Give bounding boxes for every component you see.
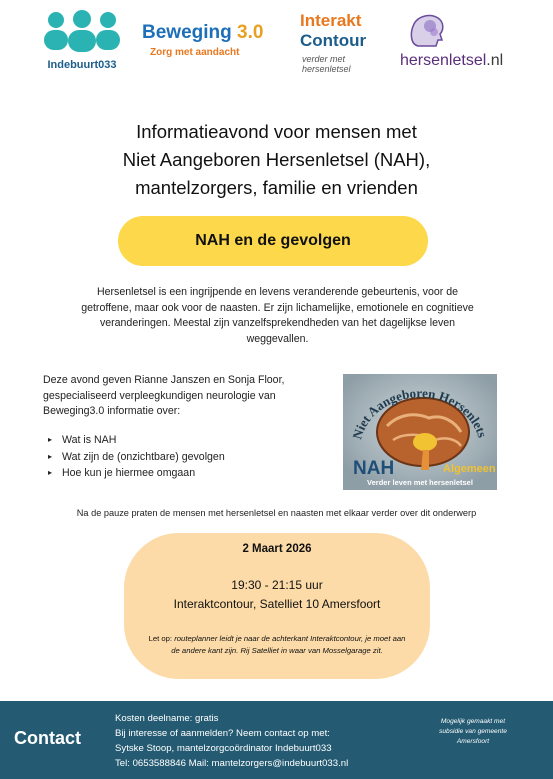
contact-details	[115, 711, 348, 771]
beweging-logo-title: Beweging 3.0	[142, 22, 264, 43]
phone-mail-line[interactable]: Tel: 0653588846 Mail: mantelzorgers@indebuurt033.nl	[115, 758, 349, 769]
hersenletsel-logo-text: hersenletsel.nl	[400, 52, 504, 69]
interakt-logo-line1: Interakt	[300, 11, 362, 30]
people-icon	[42, 10, 122, 74]
subsidy-note: Mogelijk gemaakt met subsidie van gemeente Amersfoort	[439, 718, 507, 745]
event-info-box	[124, 533, 430, 679]
title-line-1: Informatieavond voor mensen met	[136, 121, 417, 142]
list-item: ▸ Hoe kun je hiermee omgaan	[48, 465, 225, 482]
event-time: 19:30 - 21:15 uur	[231, 578, 323, 592]
indebuurt-logo-text: Indebuurt033	[47, 59, 117, 71]
brain-illustration	[343, 374, 497, 490]
event-date: 2 Maart 2026	[242, 543, 312, 555]
speakers-paragraph: Deze avond geven Rianne Janszen en Sonja Floor, gespecialiseerd verpleegkundigen neurologie van Beweging3.0 informatie over:	[43, 374, 285, 417]
bullet-icon: ▸	[48, 451, 53, 461]
list-item: ▸ Wat is NAH	[48, 432, 225, 449]
cost-line: Kosten deelname: gratis	[115, 713, 219, 724]
contact-footer	[0, 701, 553, 779]
hersenletsel-logo	[398, 10, 513, 72]
interakt-logo-tagline: verder met hersenletsel	[302, 54, 351, 74]
contact-person-line: Sytske Stoop, mantelzorgcoördinator Indebuurt033	[115, 743, 332, 754]
beweging-logo-subtitle: Zorg met aandacht	[150, 47, 240, 58]
route-note: Let op: routeplanner leidt je naar de achterkant Interaktcontour, je moet aan de andere kant zijn. Rij Satelliet in waar van Mosselgarage zit.	[148, 634, 406, 655]
image-algemeen-label: Algemeen	[443, 463, 496, 475]
bullet-icon: ▸	[48, 435, 53, 444]
bullet-icon: ▸	[48, 468, 53, 477]
contact-heading: Contact	[14, 728, 81, 748]
event-location: Interaktcontour, Satelliet 10 Amersfoort	[173, 597, 381, 611]
image-arc-text: Niet Aangeboren Hersenlets	[349, 385, 491, 441]
beweging-logo	[142, 22, 277, 62]
interakt-logo-line2: Contour	[300, 31, 367, 50]
topic-list	[48, 432, 225, 482]
list-item: ▸ Wat zijn de (onzichtbare) gevolgen	[48, 449, 225, 466]
intro-paragraph: Hersenletsel is een ingrijpende en levens veranderende gebeurtenis, voor de getroffene, maar ook voor de naasten. Er zijn lichamelijke, emotionele en cognitieve veranderingen. Meestal zijn vanzelfsprekendheden van het dagelijkse leven weggevallen.	[81, 286, 474, 345]
interest-line: Bij interesse of aanmelden? Neem contact op met:	[115, 728, 330, 739]
logo-row	[0, 0, 553, 90]
image-caption: Verder leven met hersenletsel	[367, 478, 473, 487]
indebuurt-logo	[42, 10, 122, 74]
page-title	[60, 118, 493, 202]
nah-brain-image	[343, 374, 497, 490]
pause-note: Na de pauze praten de mensen met hersenletsel en naasten met elkaar verder over dit onderwerp	[76, 508, 477, 518]
head-profile-icon	[398, 10, 513, 50]
title-line-2: Niet Aangeboren Hersenletsel (NAH),	[122, 149, 431, 170]
title-line-3: mantelzorgers, familie en vrienden	[135, 177, 418, 198]
topic-banner: NAH en de gevolgen	[118, 216, 428, 266]
image-nah-label: NAH	[353, 458, 395, 479]
interakt-contour-logo	[300, 12, 390, 78]
